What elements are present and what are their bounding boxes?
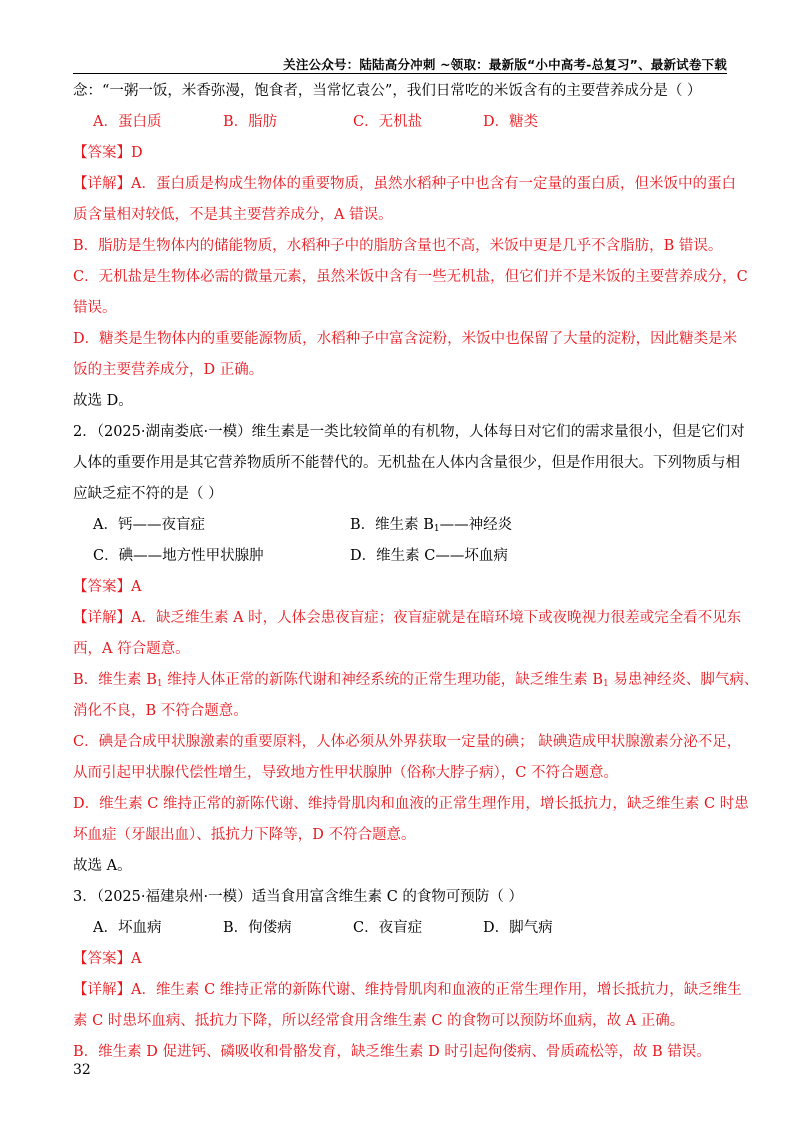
q3-option-b: B．佝偻病	[223, 920, 292, 936]
q2-options-row-1	[73, 510, 728, 541]
q3-option-a: A．坏血病	[93, 920, 162, 936]
q2-stem-line: 应缺乏症不符的是（ ）	[73, 486, 223, 502]
page-content	[73, 76, 759, 1068]
q2-answer: 【答案】A	[73, 579, 142, 595]
q2-detail-line: 【详解】A．缺乏维生素 A 时，人体会患夜盲症；夜盲症就是在暗环境下或夜晚视力很差或完全看不见东	[73, 610, 742, 626]
header-divider	[73, 73, 727, 74]
page-header: 关注公众号：陆陆高分冲刺 ~领取：最新版“小中高考-总复习”、最新试卷下载	[283, 57, 727, 72]
q3-option-c: C．夜盲症	[353, 920, 423, 936]
q3-detail-line: 【详解】A．维生素 C 维持正常的新陈代谢、维持骨肌肉和血液的正常生理作用，增长抵抗力，缺乏维生	[73, 982, 742, 998]
q1-detail-line: 饭的主要营养成分，D 正确。	[73, 362, 264, 378]
q1-detail-line: 错误。	[73, 300, 117, 316]
q2-detail-b-line	[73, 665, 759, 696]
q1-stem: 念：“一粥一饭，米香弥漫，饱食者，当常忆袁公”，我们日常吃的米饭含有的主要营养成分是（ ）	[73, 83, 702, 99]
q2-detail-line: 坏血症（牙龈出血）、抵抗力下降等，D 不符合题意。	[73, 827, 416, 843]
q1-detail-line: C．无机盐是生物体必需的微量元素，虽然米饭中含有一些无机盐，但它们并不是米饭的主要营养成分，C	[73, 269, 748, 285]
q2-detail-b-text: B．维生素 B	[73, 672, 157, 688]
q1-conclusion: 故选 D。	[73, 393, 133, 409]
q1-option-a: A．蛋白质	[93, 114, 162, 130]
q2-option-c: C．碘——地方性甲状腺肿	[93, 548, 264, 564]
q2-option-d: D．维生素 C——坏血病	[350, 548, 508, 564]
q2-detail-b-text: 维持人体正常的新陈代谢和神经系统的正常生理功能，缺乏维生素 B	[162, 672, 604, 688]
q2-option-b-text-end: ——神经炎	[439, 517, 513, 533]
q2-detail-line: D．维生素 C 维持正常的新陈代谢、维持骨肌肉和血液的正常生理作用，增长抵抗力，缺乏维生素 C 时患	[73, 796, 749, 812]
page-number: 32	[73, 1062, 91, 1078]
q2-option-b	[350, 510, 607, 541]
q2-conclusion: 故选 A。	[73, 858, 132, 874]
q2-stem-line: 2．（2025·湖南娄底·一模）维生素是一类比较简单的有机物，人体每日对它们的需求量很小，但是它们对	[73, 424, 745, 440]
q3-stem: 3．（2025·福建泉州·一模）适当食用富含维生素 C 的食物可预防（ ）	[73, 889, 524, 905]
q3-answer: 【答案】A	[73, 951, 142, 967]
q2-stem-line: 人体的重要作用是其它营养物质所不能替代的。无机盐在人体内含量很少，但是作用很大。下列物质与相	[73, 455, 740, 471]
q3-detail-line: B．维生素 D 促进钙、磷吸收和骨骼发育，缺乏维生素 D 时引起佝偻病、骨质疏松等，故 B 错误。	[73, 1044, 711, 1060]
q1-detail-line: 【详解】A．蛋白质是构成生物体的重要物质，虽然水稻种子中也含有一定量的蛋白质，但米饭中的蛋白	[73, 176, 736, 192]
q1-options	[73, 107, 728, 138]
q2-detail-line: C．碘是合成甲状腺激素的重要原料，人体必须从外界获取一定量的碘； 缺碘造成甲状腺激素分泌不足，	[73, 734, 742, 750]
q2-detail-line: 从而引起甲状腺代偿性增生，导致地方性甲状腺肿（俗称大脖子病），C 不符合题意。	[73, 765, 618, 781]
q3-option-d: D．脚气病	[483, 920, 553, 936]
q1-detail-line: D．糖类是生物体内的重要能源物质，水稻种子中富含淀粉，米饭中也保留了大量的淀粉，因此糖类是米	[73, 331, 738, 347]
q1-option-c: C．无机盐	[353, 114, 423, 130]
q1-option-d: D．糖类	[483, 114, 539, 130]
q2-option-b-subscript: 1	[433, 524, 440, 534]
q2-detail-line: 消化不良，B 不符合题意。	[73, 703, 248, 719]
q2-options-row-2	[73, 541, 728, 572]
q1-detail-line: B．脂肪是生物体内的储能物质，水稻种子中的脂肪含量也不高，米饭中更是几乎不含脂肪，B 错误。	[73, 238, 723, 254]
q2-detail-line: 西，A 符合题意。	[73, 641, 190, 657]
q3-detail-line: 素 C 时患坏血病、抵抗力下降，所以经常食用含维生素 C 的食物可以预防坏血病，故 A 正确。	[73, 1013, 685, 1029]
q2-option-a: A．钙——夜盲症	[93, 517, 205, 533]
q1-detail-line: 质含量相对较低，不是其主要营养成分，A 错误。	[73, 207, 393, 223]
q1-answer: 【答案】D	[73, 145, 143, 161]
q3-options	[73, 913, 728, 944]
q2-detail-b-text: 易患神经炎、脚气病、	[608, 672, 759, 688]
q1-option-b: B．脂肪	[223, 114, 278, 130]
q2-option-b-text: B．维生素 B	[350, 517, 434, 533]
q2-detail-b-subscript: 1	[603, 679, 609, 689]
q2-detail-b-subscript: 1	[156, 679, 163, 689]
